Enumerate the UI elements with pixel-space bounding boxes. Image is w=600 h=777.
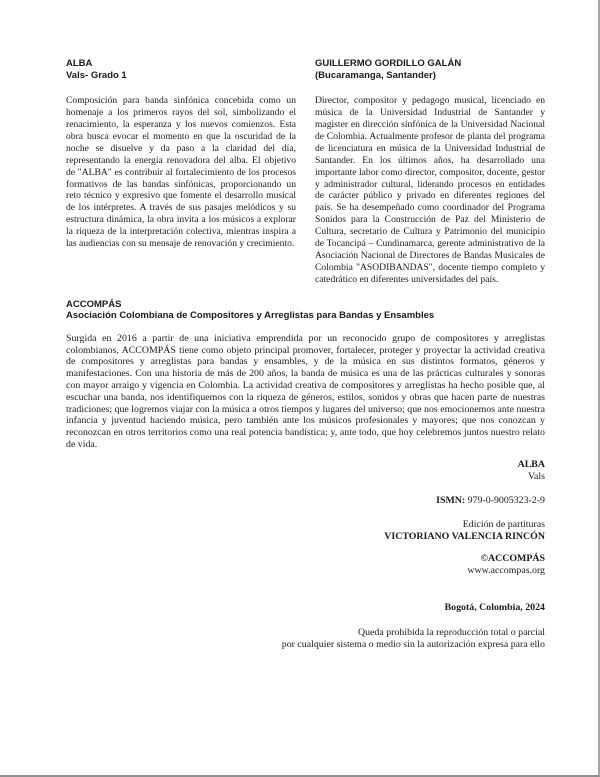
colophon-work-genre: Vals — [527, 470, 545, 482]
edition-label: Edición de partituras — [462, 518, 545, 530]
two-column-block — [66, 58, 545, 286]
composer-origin: (Bucaramanga, Santander) — [315, 69, 436, 81]
copyright-group — [66, 553, 545, 577]
accompas-title: ACCOMPÁS — [66, 298, 122, 310]
place-date: Bogotá, Colombia, 2024 — [444, 601, 545, 613]
rights-group — [66, 627, 545, 651]
copyright-line: ©ACCOMPÁS — [480, 552, 545, 564]
ismn-value: 979-0-9005323-2-9 — [467, 494, 545, 506]
composer-name: GUILLERMO GORDILLO GALÁN — [315, 58, 462, 69]
work-column — [66, 58, 296, 286]
accompas-subtitle: Asociación Colombiana de Compositores y Arreglistas para Bandas y Ensambles — [66, 310, 435, 322]
edition-group — [66, 519, 545, 543]
ismn-label: ISMN: — [436, 494, 466, 506]
editor-name: VICTORIANO VALENCIA RINCÓN — [384, 530, 545, 542]
colophon-work-title: ALBA — [517, 458, 545, 470]
ismn-line — [66, 495, 545, 507]
composer-bio: Director, compositor y pedagogo musical, licenciado en música de la Universidad Industrial de Santander y magister en dirección sinfónica de la Universidad Nacional de Colombia. Actualmente profesor de planta del programa de licenciatura en música de la Universidad Industrial de Santander. En los últimos años, ha desarrollado una importante labor como director, compositor, docente, gestor y administrador cultural, liderando procesos en entidades de carácter público y privado en diferentes regiones del país. Se ha desempeñado como coordinador del Programa Sonidos para la Construcción de Paz del Ministerio de Cultura, secretario de Cultura y Patrimonio del municipio de Tocancipá – Cundinamarca, gerente administrativo de la Asociación Nacional de Directores de Bandas Musicales de Colombia "ASODIBANDAS", docente tiempo completo y catedrático en diferentes universidades del país. — [315, 95, 545, 285]
colophon-work-group — [66, 459, 545, 483]
colophon — [66, 459, 545, 651]
accompas-description: Surgida en 2016 a partir de una iniciativa emprendida por un reconocido grupo de compositores y arreglistas colombianos, ACCOMPÁS tiene como objeto principal promover, fortalecer, proteger y proyectar la actividad creativa de compositores y arreglistas para bandas y ensambles, y de la música en sus distintos formatos, géneros y manifestaciones. Con una historia de más de 200 años, la banda de música es una de las prácticas culturales y sonoras con mayor arraigo y vigencia en Colombia. La actividad creativa de compositores y arreglistas ha hecho posible que, al escuchar una banda, nos identifiquemos con la riqueza de géneros, estilos, sonidos y obras que hacen parte de nuestras tradiciones; que logremos viajar con la música a otros tiempos y lugares del universo; que nos emocionemos ante nuestra infancia y juventud haciendo música, pero también ante los músicos profesionales y mayores; que nos conozcan y reconozcan en otros territorios como una real potencia bandística; y, ante todo, que hoy celebremos juntos nuestro relato de vida. — [66, 332, 545, 451]
rights-line-1: Queda prohibida la reproducción total o parcial — [357, 626, 545, 638]
website-link[interactable]: www.accompas.org — [467, 564, 545, 576]
work-grade: Vals- Grado 1 — [66, 69, 127, 81]
composer-column — [315, 58, 545, 286]
place-date-group — [66, 602, 545, 614]
ismn-group — [66, 495, 545, 507]
rights-line-2: por cualquier sistema o medio sin la autorización expresa para ello — [281, 638, 545, 650]
work-program-notes: Composición para banda sinfónica concebida como un homenaje a los primeros rayos del sol, simbolizando el renacimiento, la esperanza y los nuevos comienzos. Esta obra busca evocar el momento en que la oscuridad de la noche se disuelve y da paso a la claridad del día, representando la energía renovadora del alba. El objetivo de "ALBA" es contribuir al fortalecimiento de los procesos formativos de las bandas sinfónicas, proporcionando un reto técnico y expresivo que fomente el desarrollo musical de los intérpretes. A través de sus pasajes melódicos y su estructura dinámica, la obra invita a los músicos a explorar la riqueza de la interpretación colectiva, mientras inspira a las audiencias con su mensaje de renovación y crecimiento. — [66, 95, 296, 250]
accompas-section — [66, 299, 545, 451]
work-title: ALBA — [66, 58, 93, 69]
